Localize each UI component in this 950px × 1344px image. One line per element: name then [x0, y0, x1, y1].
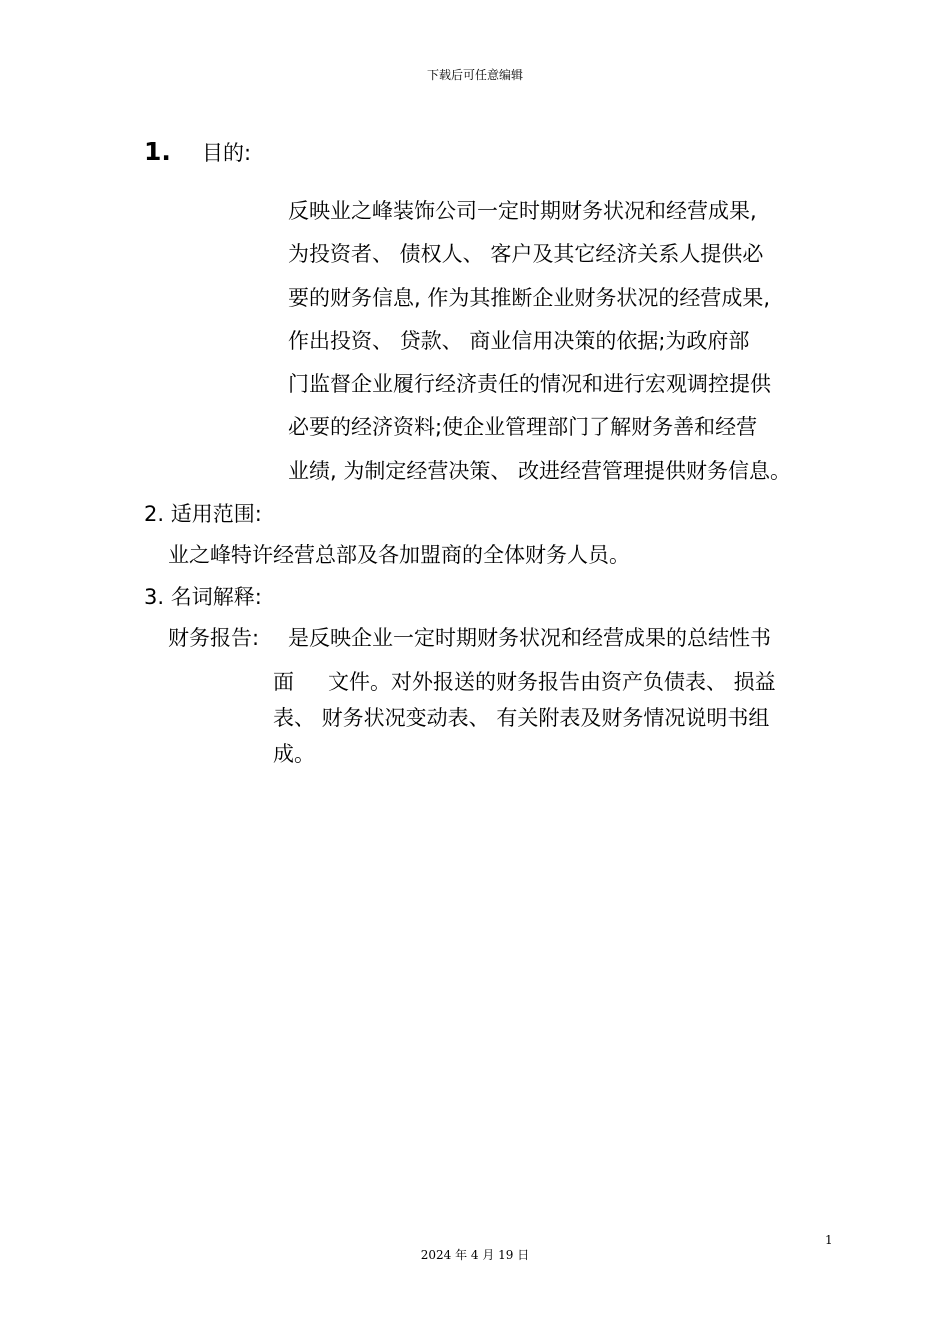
term-label: 财务报告:	[168, 626, 260, 650]
definition-line	[273, 664, 776, 700]
page-number: 1	[825, 1233, 833, 1247]
section-1-title: 目的:	[202, 141, 252, 165]
term-definition-continued	[273, 664, 776, 772]
purpose-paragraph	[288, 190, 848, 493]
term-definition-first-line: 是反映企业一定时期财务状况和经营成果的总结性书	[288, 626, 771, 650]
purpose-line: 为投资者、 债权人、 客户及其它经济关系人提供必	[288, 242, 764, 267]
purpose-line: 必要的经济资料;使企业管理部门了解财务善和经营	[288, 415, 758, 440]
footer-date: 2024 年 4 月 19 日	[420, 1248, 530, 1262]
definition-line-start: 面	[273, 670, 294, 694]
definition-line: 表、 财务状况变动表、 有关附表及财务情况说明书组	[273, 706, 770, 730]
scope-text: 业之峰特许经营总部及各加盟商的全体财务人员。	[168, 543, 630, 567]
section-2-title: 2. 适用范围:	[144, 502, 262, 526]
definition-line: 成。	[273, 742, 315, 766]
purpose-line: 门监督企业履行经济责任的情况和进行宏观调控提供	[288, 372, 771, 397]
section-3-title: 3. 名词解释:	[144, 585, 262, 609]
purpose-line: 作出投资、 贷款、 商业信用决策的依据;为政府部	[288, 328, 750, 353]
purpose-line: 反映业之峰装饰公司一定时期财务状况和经营成果,	[288, 199, 757, 223]
header-note: 下载后可任意编辑	[426, 68, 523, 82]
purpose-line: 要的财务信息, 作为其推断企业财务状况的经营成果,	[288, 285, 771, 310]
definition-line-end: 文件。对外报送的财务报告由资产负债表、 损益	[328, 670, 776, 694]
section-1-number: 1.	[144, 137, 171, 166]
purpose-line: 业绩, 为制定经营决策、 改进经营管理提供财务信息。	[288, 458, 792, 483]
